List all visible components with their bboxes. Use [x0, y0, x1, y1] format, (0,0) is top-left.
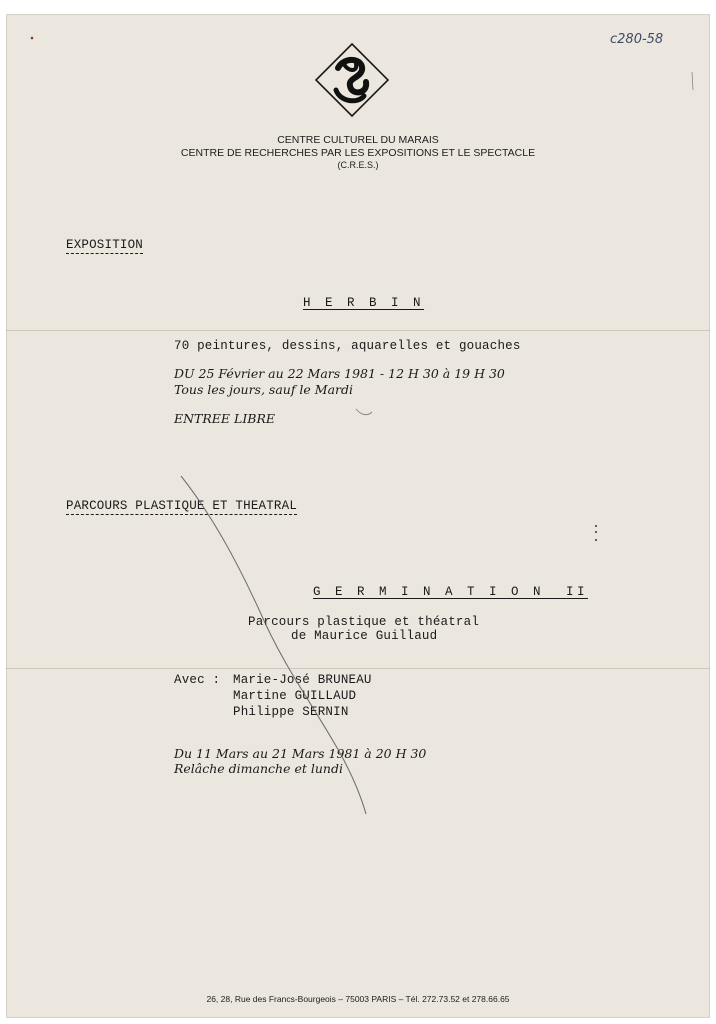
parcours-section-label: PARCOURS PLASTIQUE ET THEATRAL: [66, 499, 298, 513]
header-line-3: (C.R.E.S.): [337, 160, 379, 170]
performer-item: Marie-José BRUNEAU: [233, 673, 372, 687]
document-sheet: [6, 14, 710, 1018]
exposition-section-label: EXPOSITION: [66, 238, 144, 252]
footer-address: 26, 28, Rue des Francs-Bourgeois – 75003 PARIS – Tél. 272.73.52 et 278.66.65: [206, 994, 510, 1004]
exposition-dates: DU 25 Février au 22 Mars 1981 - 12 H 30 à 19 H 30: [174, 366, 505, 381]
reference-mark: c280-58: [610, 32, 664, 47]
performer-item: Philippe SERNIN: [233, 705, 349, 719]
exposition-entry: ENTREE LIBRE: [174, 411, 275, 426]
header-line-1: CENTRE CULTUREL DU MARAIS: [277, 134, 439, 146]
parcours-with-label: Avec :: [174, 673, 221, 687]
exposition-works: 70 peintures, dessins, aquarelles et gouaches: [174, 339, 521, 353]
header-line-2: CENTRE DE RECHERCHES PAR LES EXPOSITIONS ET LE SPECTACLE: [180, 147, 536, 159]
parcours-title: G E R M I N A T I O N II: [313, 585, 589, 599]
performer-item: Martine GUILLAUD: [233, 689, 357, 703]
pencil-stroke-mark: [6, 14, 710, 1018]
exposition-artist: H E R B I N: [303, 296, 425, 310]
parcours-closure: Relâche dimanche et lundi: [174, 761, 343, 776]
parcours-subtitle-line-1: Parcours plastique et théatral: [248, 615, 480, 629]
parcours-subtitle-line-2: de Maurice Guillaud: [291, 629, 438, 643]
exposition-days: Tous les jours, sauf le Mardi: [174, 382, 354, 397]
parcours-dates: Du 11 Mars au 21 Mars 1981 à 20 H 30: [174, 746, 427, 761]
